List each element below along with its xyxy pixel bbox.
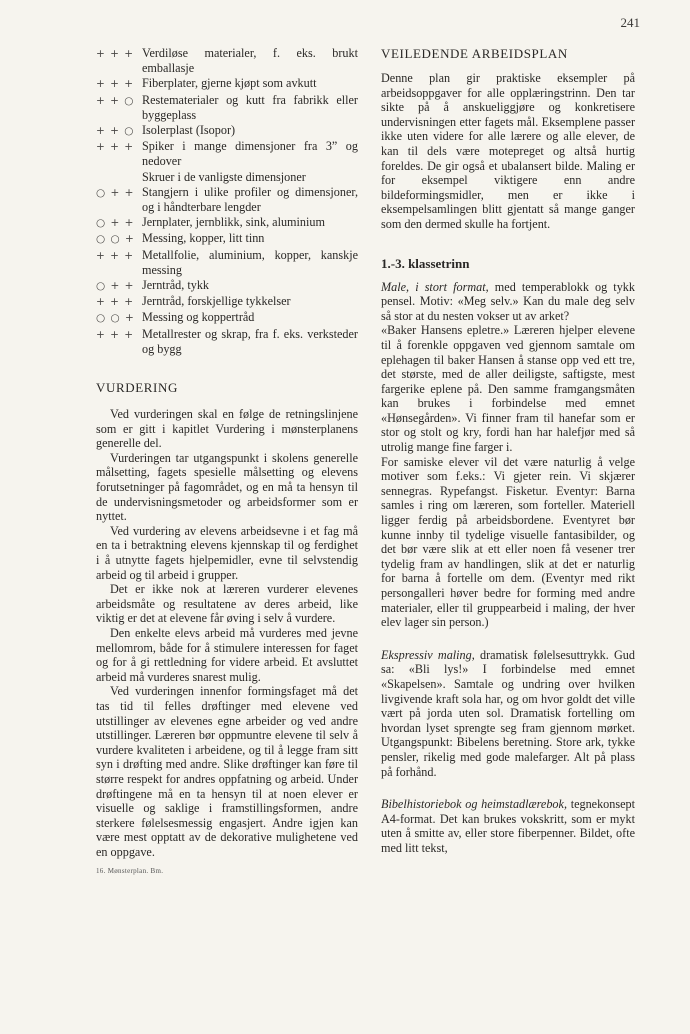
paragraph: Vurderingen tar utgangspunkt i skolens generelle målsetting, fagets spesielle målsetting og elevens forutsetninger på fagområdet, og en må ta hensyn til de undervisningsmetoder og arbeidsformer som er nyttet. — [96, 450, 358, 524]
paragraph: For samiske elever vil det være naturlig å velge motiver som f.eks.: Vi gjeter rein. Vi skjærer sennegras. Rypefangst. Fisketur. Eventyr: Barna samles i ring om læreren, som forteller. Materiell ligger ferdig på arbeidsbordene. Eventyret bør kunne innby til tydelige visuelle fantasibilder, og det bør være slik at ett eller noen få vesener trer tydelig fram av handlingen, slik at det er naturlig for barna å fortelle om dem. (Eventyr med rikt persongalleri høver bedre for forming med andre materialer, eller til gruppearbeid i maling, der hver elev lager sin person.) — [381, 454, 635, 630]
rating-mark: + + + — [96, 48, 135, 60]
rating-mark: ○ + + — [96, 217, 135, 230]
rating-mark: + + + — [96, 78, 135, 91]
rating-mark: ○ + + — [96, 280, 135, 293]
list-item — [96, 185, 358, 215]
rating-mark: + + ○ — [96, 125, 135, 138]
list-item — [96, 248, 358, 278]
list-item — [96, 139, 358, 185]
paragraph: Ved vurderingen skal en følge de retningslinjene som er gitt i kapitlet Vurdering i mønsterplanens generelle del. — [96, 407, 358, 451]
material-text: Verdiløse materialer, f. eks. brukt emballasje — [142, 46, 358, 76]
material-text: Metallrester og skrap, fra f. eks. verksteder og bygg — [142, 326, 358, 356]
paragraph-lead: Male, i stort format, — [381, 279, 489, 294]
materials-list — [96, 46, 358, 357]
rating-mark: + + + — [96, 296, 135, 309]
paragraph-text: tegnekonsept A4-format. Det kan brukes vokskritt, som er mykt uten å smitte av, eller store fiberpenner. Bildet, ofte med litt tekst, — [381, 797, 635, 855]
paragraph-lead: Bibelhistoriebok og heimstadlærebok, — [381, 797, 567, 812]
material-text: Messing og koppertråd — [142, 310, 255, 325]
material-extra-text: Skruer i de vanligste dimensjoner — [142, 169, 306, 184]
list-item — [96, 327, 358, 357]
list-item — [96, 231, 358, 247]
paragraph-text: med temperablokk og tykk pensel. Motiv: «Meg selv.» Kan du male deg selv så stor at du nesten vokser ut av arket? — [381, 279, 635, 323]
section-heading-arbeidsplan: VEILEDENDE ARBEIDSPLAN — [381, 46, 568, 61]
list-item — [96, 278, 358, 294]
paragraph: «Baker Hansens epletre.» Læreren hjelper elevene til å forenkle oppgaven ved gjennom samtale om eplehagen til baker Hansen å stanse opp ved ett tre, det største, med de aller deiligste, saftigste, mest fargerike eplene på. Den samme framgangsmåten kan brukes i forbindelse med emnet «Hønsegården». Vi finner fram til hanefar som er stor og stolt og kry, fordi han har halefjør med så utrolig mange fine farger i. — [381, 323, 635, 455]
rating-mark: + + ○ — [96, 94, 135, 107]
paragraph: Den enkelte elevs arbeid må vurderes med jevne mellomrom, både for å stimulere interessen for faget og for å gi rettledning for videre arbeid. Et avsluttet arbeid må vurderes snarest mulig. — [96, 625, 358, 684]
paragraph — [381, 797, 635, 855]
page-number: 241 — [620, 15, 640, 30]
paragraph: Ved vurdering av elevens arbeidsevne i et fag må en ta i betraktning elevens kjennskap til og ferdighet i å utnytte fagets hjelpemidler, evne til selvstendig arbeid og til arbeid i grupper. — [96, 523, 358, 582]
right-column — [381, 46, 635, 856]
paragraph — [381, 280, 635, 324]
rating-mark: ○ ○ + — [96, 233, 135, 246]
rating-mark: + + + — [96, 249, 135, 262]
list-item — [96, 123, 358, 139]
material-text: Messing, kopper, litt tinn — [142, 231, 265, 246]
rating-mark: ○ + + — [96, 186, 135, 199]
left-column — [96, 46, 358, 875]
material-text: Restematerialer og kutt fra fabrikk eller byggeplass — [142, 92, 358, 122]
list-item — [96, 93, 358, 123]
paragraph: Ved vurderingen innenfor formingsfaget må det tas tid til felles drøftinger med elevene ved utstillinger av elevenes egne arbeider og ved andre utstillinger. Læreren bør oppmuntre elevene til selv å vurdere kvaliteten i arbeidene, og til å legge fram sitt syn i drøfting med andre. Slike drøftinger kan føre til større respekt for andres oppfatning og arbeid. Under drøftingene må en ta hensyn til at noen elever er visuelle og saklige i framstillingsformen, andre sterkere følelsesmessig engasjert. Andre igjen kan være mest opptatt av de dekorative mulighetene ved en oppgave. — [96, 684, 358, 859]
paragraph: Det er ikke nok at læreren vurderer elevenes arbeidsmåte og resultatene av deres arbeid, like viktig er det at elevene får øving i selv å vurdere. — [96, 582, 358, 626]
material-text: Jerntråd, tykk — [142, 278, 210, 293]
footnote: 16. Mønsterplan. Bm. — [96, 867, 164, 876]
paragraph: Denne plan gir praktiske eksempler på arbeidsoppgaver for alle opplæringstrinn. Den tar sikte på å anskueliggjøre og konkretisere undervisningen etter fagets mål. Eksemplene passer ikke uten videre for alle lærere og alle elever, de kan til dels være motepreget og altså hurtig foreldes. De gir også et ubalansert bilde. Maling er for eksempel viktigere enn andre bildeformingsmidler, men er ikke i eksempelsamlingen blitt gjentatt så mange ganger som den dermed skulle ha fortjent. — [381, 71, 635, 231]
list-item — [96, 294, 358, 310]
list-item — [96, 76, 358, 92]
material-text: Stangjern i ulike profiler og dimensjoner, og i håndterbare lengder — [142, 184, 358, 215]
subheading-1-3-klassetrinn: 1.-3. klassetrinn — [381, 255, 470, 271]
material-text: Jernplater, jernblikk, sink, aluminium — [142, 215, 325, 230]
paragraph — [381, 648, 635, 779]
material-text: Metallfolie, aluminium, kopper, kanskje messing — [142, 247, 358, 277]
material-text: Jerntråd, forskjellige tykkelser — [142, 294, 291, 309]
paragraph-text: dramatisk følelsesuttrykk. Gud sa: «Bli lys!» I forbindelse med emnet «Skapelsen». Samtale og undring over hvilken livgivende kraft sola har, og om hvor goldt det ville vært på jorda uten sol. Dramatisk fortelling om hvordan lyset sprengte seg fram gjennom mørket. Utgangspunkt: Bibelens beretning. Store ark, tykke pensler, rikelig med gode malefarger. Alt på plass på forhånd. — [381, 647, 635, 779]
list-item — [96, 310, 358, 326]
material-text: Spiker i mange dimensjoner fra 3” og nedover — [142, 139, 358, 169]
list-item — [96, 46, 358, 76]
rating-mark: + + + — [96, 328, 135, 341]
material-text: Fiberplater, gjerne kjøpt som avkutt — [142, 76, 317, 91]
section-heading-vurdering: VURDERING — [96, 380, 178, 396]
rating-mark: ○ ○ + — [96, 312, 135, 325]
list-item — [96, 215, 358, 231]
material-text: Isolerplast (Isopor) — [142, 123, 236, 138]
rating-mark: + + + — [96, 141, 135, 154]
paragraph-lead: Ekspressiv maling, — [381, 647, 475, 662]
